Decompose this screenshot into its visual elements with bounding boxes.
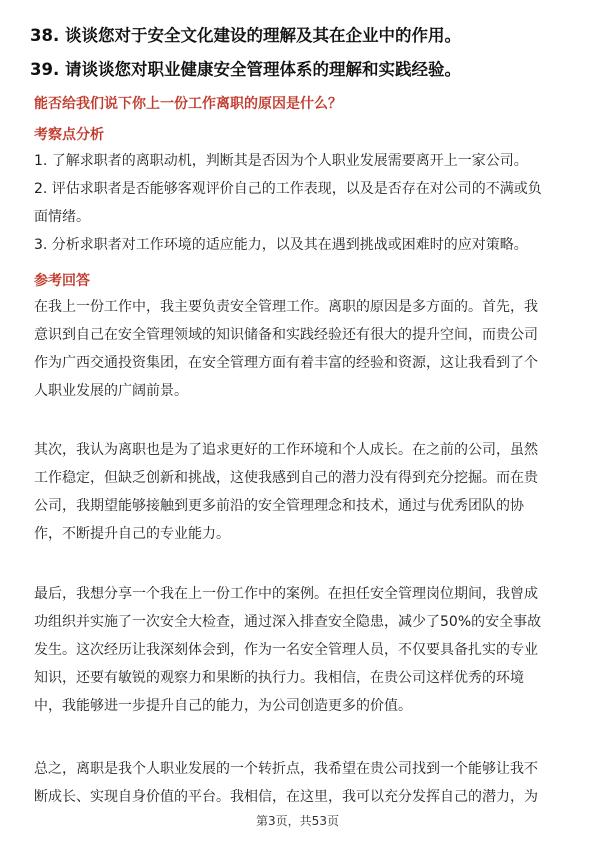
paragraph-line: 最后，我想分享一个我在上一份工作中的案例。在担任安全管理岗位期间，我曾成 <box>34 586 538 602</box>
paragraph-line: 人职业发展的广阔前景。 <box>34 383 188 399</box>
paragraph-line: 其次，我认为离职也是为了追求更好的工作环境和个人成长。在之前的公司，虽然 <box>34 442 538 458</box>
question-39: 39. 请谈谈您对职业健康安全管理体系的理解和实践经验。 <box>30 60 461 79</box>
paragraph-line: 工作稳定，但缺乏创新和挑战，这使我感到自己的潜力没有得到充分挖掘。而在贵 <box>34 470 538 486</box>
paragraph-line: 功组织并实施了一次安全大检查，通过深入排查安全隐患，减少了50%的安全事故 <box>34 614 542 630</box>
interview-question-title: 能否给我们说下你上一份工作离职的原因是什么？ <box>34 96 342 112</box>
paragraph-line: 作为广西交通投资集团，在安全管理方面有着丰富的经验和资源，这让我看到了个 <box>34 355 538 371</box>
analysis-line: 1. 了解求职者的离职动机，判断其是否因为个人职业发展需要离开上一家公司。 <box>34 153 528 169</box>
answer-paragraph-2 <box>34 436 559 548</box>
paragraph-line: 作，不断提升自己的专业能力。 <box>34 526 230 542</box>
page-number-footer: 第3页，共53页 <box>256 814 339 828</box>
paragraph-line: 公司，我期望能够接触到更多前沿的安全管理理念和技术，通过与优秀团队的协 <box>34 498 524 514</box>
paragraph-line: 意识到自己在安全管理领域的知识储备和实践经验还有很大的提升空间，而贵公司 <box>34 327 538 343</box>
paragraph-line: 总之，离职是我个人职业发展的一个转折点，我希望在贵公司找到一个能够让我不 <box>34 761 538 777</box>
analysis-list <box>34 147 559 259</box>
answer-paragraph-4 <box>34 755 559 811</box>
paragraph-line: 断成长、实现自身价值的平台。我相信，在这里，我可以充分发挥自己的潜力，为 <box>34 789 538 805</box>
answer-paragraph-1 <box>34 293 559 405</box>
paragraph-line: 发生。这次经历让我深刻体会到，作为一名安全管理人员，不仅要具备扎实的专业 <box>34 642 538 658</box>
paragraph-line: 知识，还要有敏锐的观察力和果断的执行力。我相信，在贵公司这样优秀的环境 <box>34 670 524 686</box>
answer-heading: 参考回答 <box>34 273 90 289</box>
paragraph-line: 在我上一份工作中，我主要负责安全管理工作。离职的原因是多方面的。首先，我 <box>34 299 538 315</box>
answer-paragraph-3 <box>34 580 559 720</box>
analysis-heading: 考察点分析 <box>34 127 104 143</box>
paragraph-line: 中，我能够进一步提升自己的能力，为公司创造更多的价值。 <box>34 698 412 714</box>
analysis-line: 2. 评估求职者是否能够客观评价自己的工作表现，以及是否存在对公司的不满或负 <box>34 181 542 197</box>
question-38: 38. 谈谈您对于安全文化建设的理解及其在企业中的作用。 <box>30 26 461 45</box>
analysis-line: 3. 分析求职者对工作环境的适应能力，以及其在遇到挑战或困难时的应对策略。 <box>34 237 528 253</box>
analysis-line: 面情绪。 <box>34 209 90 225</box>
